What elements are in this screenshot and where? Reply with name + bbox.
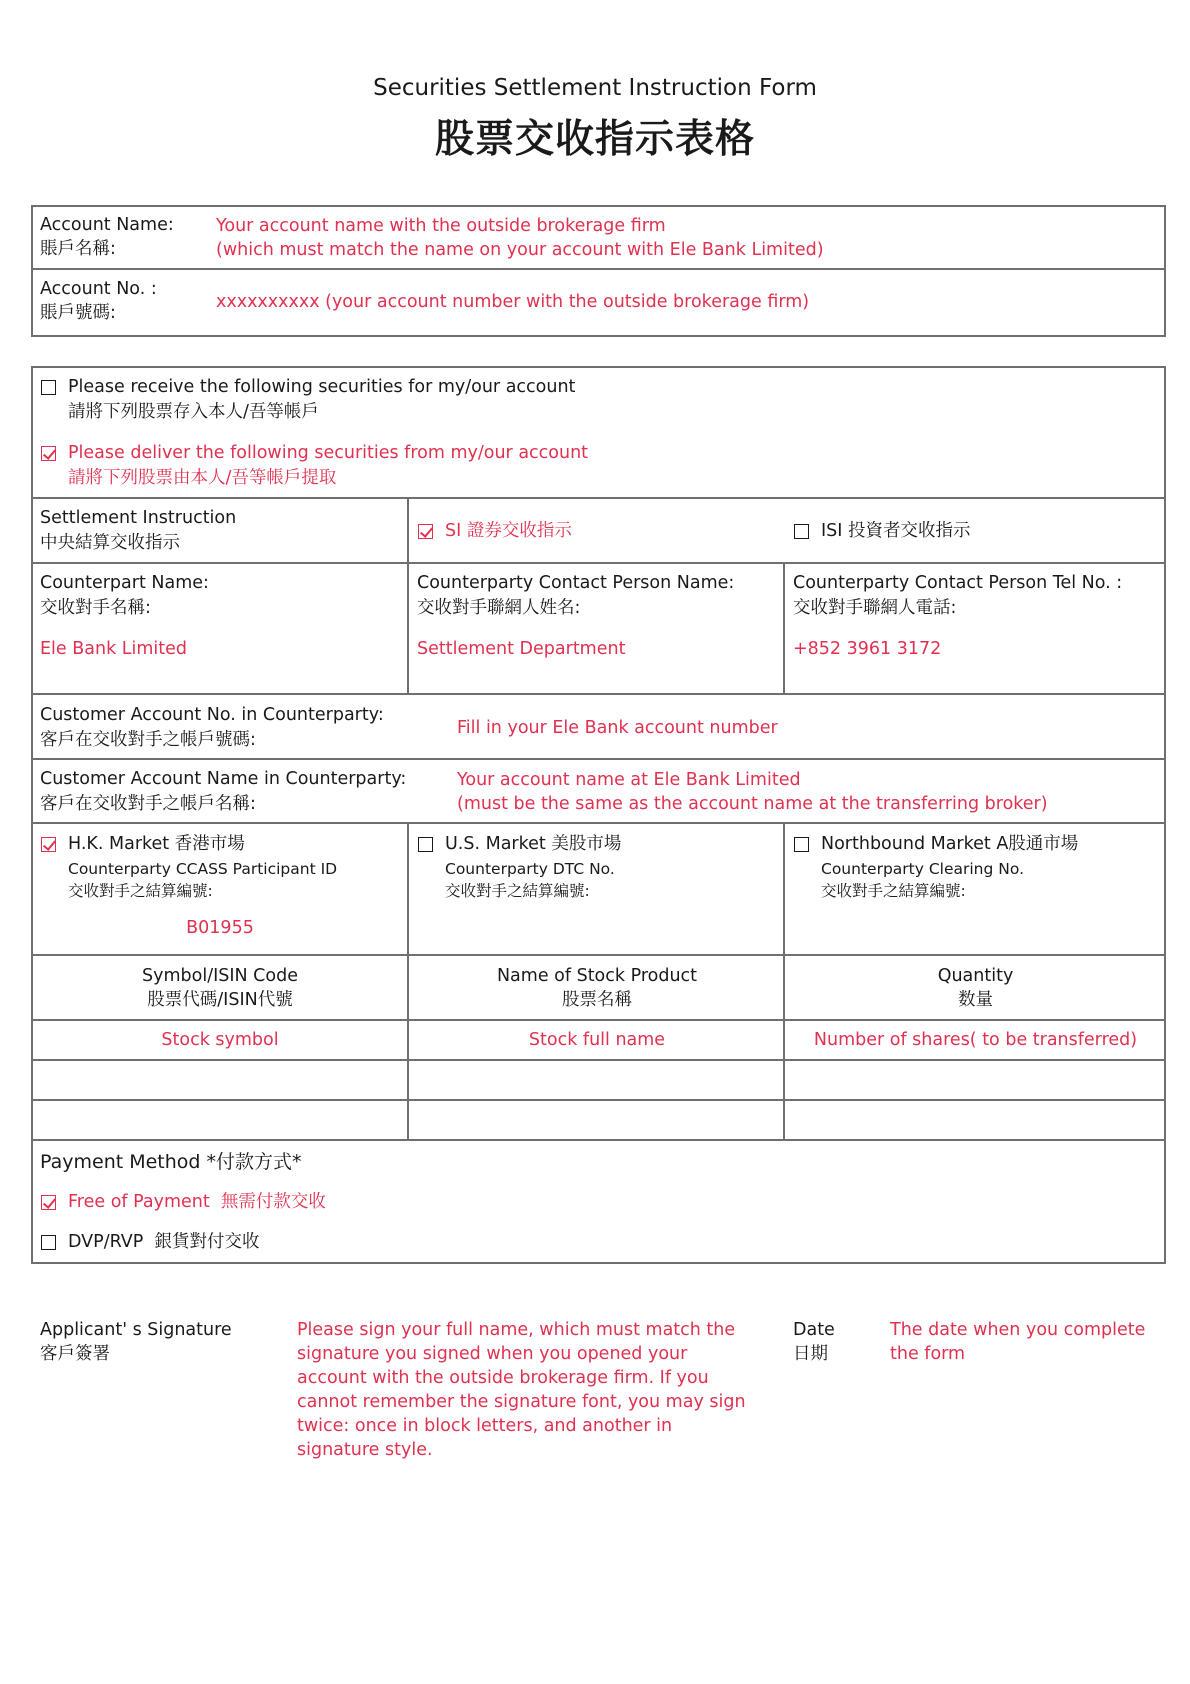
settlement-label-en: Settlement Instruction [40, 508, 237, 528]
contact-tel-value[interactable]: +852 3961 3172 [793, 639, 942, 659]
us-market-sub-en: Counterparty DTC No. [445, 860, 615, 878]
customer-acct-no-label-zh: 客戶在交收對手之帳戶號碼: [40, 730, 256, 750]
account-name-label-en: Account Name: [40, 215, 174, 235]
hk-market-label: H.K. Market 香港市場 [68, 834, 245, 854]
counterpart-name-value[interactable]: Ele Bank Limited [40, 639, 188, 659]
hk-ccass-id-value[interactable]: B01955 [186, 918, 254, 938]
form-title-en: Securities Settlement Instruction Form [373, 75, 817, 101]
contact-person-label-en: Counterparty Contact Person Name: [417, 573, 735, 593]
table-cell-symbol[interactable]: Stock symbol [161, 1030, 279, 1050]
contact-tel-label-zh: 交收對手聯網人電話: [793, 598, 957, 618]
si-label: SI 證券交收指示 [445, 521, 572, 541]
divider [31, 1099, 1166, 1101]
divider [407, 497, 409, 693]
divider [31, 1019, 1166, 1021]
us-market-sub-zh: 交收對手之結算編號: [445, 882, 590, 900]
divider [31, 562, 1166, 564]
date-label-en: Date [793, 1320, 835, 1340]
northbound-market-checkbox[interactable] [794, 837, 809, 852]
divider [31, 758, 1166, 760]
table-cell-stock-name[interactable]: Stock full name [528, 1030, 666, 1050]
customer-acct-no-value[interactable]: Fill in your Ele Bank account number [457, 718, 778, 738]
signature-note-line: signature style. [297, 1440, 433, 1460]
isi-label: ISI 投資者交收指示 [821, 521, 971, 541]
divider [31, 954, 1166, 956]
contact-tel-label-en: Counterparty Contact Person Tel No. : [793, 573, 1123, 593]
account-name-note: (which must match the name on your account with Ele Bank Limited) [216, 240, 824, 260]
hk-market-sub-en: Counterparty CCASS Participant ID [68, 860, 338, 878]
divider [31, 822, 1166, 824]
date-note-2: the form [890, 1344, 966, 1364]
dvp-rvp-label: DVP/RVP 銀貨對付交收 [68, 1232, 260, 1252]
hk-market-sub-zh: 交收對手之結算編號: [68, 882, 213, 900]
divider [31, 497, 1166, 499]
deliver-label-zh: 請將下列股票由本人/吾等帳戶提取 [68, 468, 337, 488]
settlement-label-zh: 中央結算交收指示 [40, 533, 180, 553]
customer-acct-name-label-zh: 客戶在交收對手之帳戶名稱: [40, 794, 256, 814]
divider [31, 1059, 1166, 1061]
signature-label-en: Applicant' s Signature [40, 1320, 232, 1340]
date-label-zh: 日期 [793, 1344, 828, 1364]
divider [31, 268, 1166, 270]
divider [783, 562, 785, 693]
us-market-checkbox[interactable] [418, 837, 433, 852]
deliver-label-en: Please deliver the following securities from my/our account [68, 443, 589, 463]
signature-note-line: signature you signed when you opened your [297, 1344, 688, 1364]
contact-person-label-zh: 交收對手聯網人姓名: [417, 598, 581, 618]
table-header-quantity-zh: 数量 [958, 990, 993, 1010]
free-of-payment-checkbox[interactable] [41, 1195, 56, 1210]
divider [31, 1139, 1166, 1141]
counterpart-name-label-en: Counterpart Name: [40, 573, 209, 593]
customer-acct-name-value[interactable]: Your account name at Ele Bank Limited [457, 770, 801, 790]
account-name-label-zh: 賬戶名稱: [40, 239, 116, 259]
table-header-name-en: Name of Stock Product [496, 966, 698, 986]
isi-checkbox[interactable] [794, 524, 809, 539]
customer-acct-name-label-en: Customer Account Name in Counterparty: [40, 769, 407, 789]
hk-market-checkbox[interactable] [41, 837, 56, 852]
receive-checkbox[interactable] [41, 380, 56, 395]
account-no-label-zh: 賬戶號碼: [40, 303, 116, 323]
form-title-zh: 股票交收指示表格 [434, 117, 755, 162]
counterpart-name-label-zh: 交收對手名稱: [40, 598, 151, 618]
account-name-value[interactable]: Your account name with the outside brokerage firm [216, 216, 666, 236]
table-header-name-zh: 股票名稱 [562, 990, 632, 1010]
signature-note-line: Please sign your full name, which must match the [297, 1320, 736, 1340]
account-no-label-en: Account No. : [40, 279, 157, 299]
free-of-payment-label: Free of Payment 無需付款交收 [68, 1192, 326, 1212]
northbound-market-sub-en: Counterparty Clearing No. [821, 860, 1024, 878]
receive-label-en: Please receive the following securities for my/our account [68, 377, 576, 397]
northbound-market-label: Northbound Market A股通市場 [821, 834, 1079, 854]
customer-acct-name-note: (must be the same as the account name at the transferring broker) [457, 794, 1048, 814]
table-cell-quantity[interactable]: Number of shares( to be transferred) [813, 1030, 1138, 1050]
payment-method-label: Payment Method *付款方式* [40, 1151, 302, 1173]
table-header-quantity-en: Quantity [937, 966, 1014, 986]
si-checkbox[interactable] [418, 524, 433, 539]
signature-note-line: twice: once in block letters, and another in [297, 1416, 673, 1436]
us-market-label: U.S. Market 美股市場 [445, 834, 622, 854]
signature-label-zh: 客戶簽署 [40, 1344, 110, 1364]
divider [31, 693, 1166, 695]
northbound-market-sub-zh: 交收對手之結算編號: [821, 882, 966, 900]
table-header-symbol-zh: 股票代碼/ISIN代號 [147, 990, 293, 1010]
signature-note-line: account with the outside brokerage firm. If you [297, 1368, 709, 1388]
customer-acct-no-label-en: Customer Account No. in Counterparty: [40, 705, 384, 725]
deliver-checkbox[interactable] [41, 446, 56, 461]
signature-note-line: cannot remember the signature font, you may sign [297, 1392, 746, 1412]
account-no-value[interactable]: xxxxxxxxxx (your account number with the outside brokerage firm) [216, 292, 810, 312]
date-note[interactable]: The date when you complete [890, 1320, 1146, 1340]
table-header-symbol-en: Symbol/ISIN Code [142, 966, 298, 986]
contact-person-value[interactable]: Settlement Department [417, 639, 626, 659]
dvp-rvp-checkbox[interactable] [41, 1235, 56, 1250]
receive-label-zh: 請將下列股票存入本人/吾等帳戶 [68, 402, 319, 422]
